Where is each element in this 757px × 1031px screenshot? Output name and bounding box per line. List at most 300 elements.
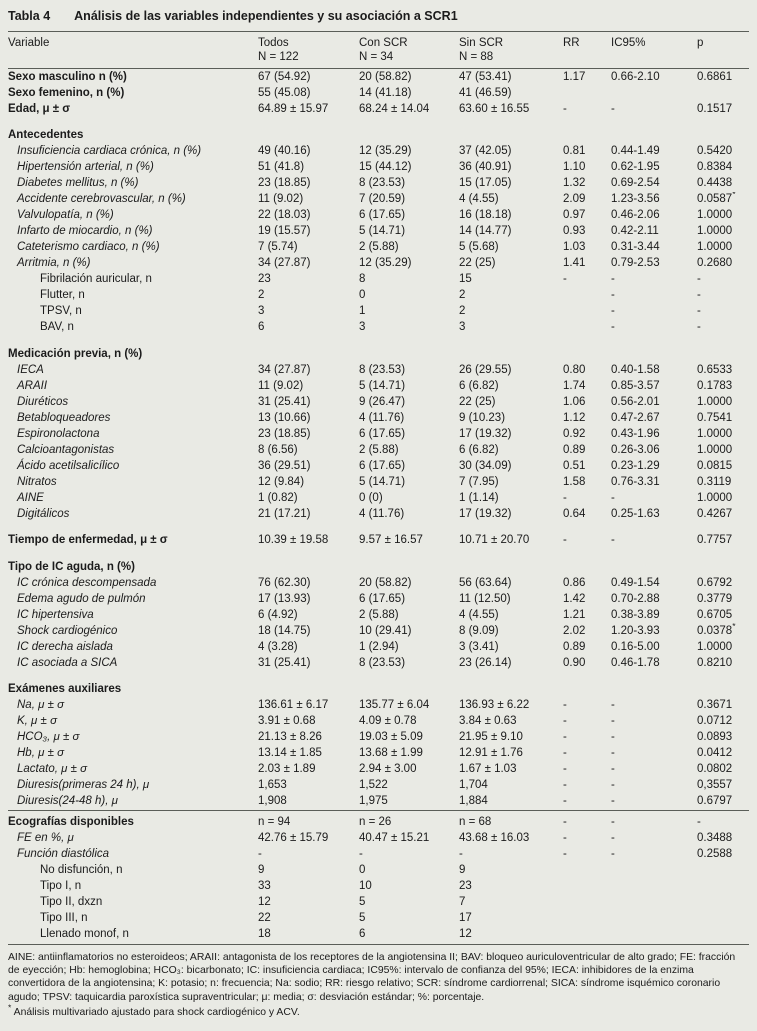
cell: 23 [258,273,271,285]
cell: 10.71 ± 20.70 [459,534,530,546]
cell: 18 (14.75) [258,624,311,637]
cell: 0.43-1.96 [611,427,660,440]
table-row [8,474,749,490]
cell: - [611,321,615,333]
cell: 1,704 [459,779,488,791]
cell [258,549,359,576]
cell: 6 (17.65) [359,209,406,221]
cell: 56 (63.64) [459,576,512,589]
cell: - [611,273,615,285]
cell [359,117,459,144]
cell: 4 (11.76) [359,507,405,520]
cell: - [611,795,615,807]
cell: 4 (4.55) [459,608,499,621]
cell: 1.74 [563,379,586,392]
cell: 0.56-2.01 [611,395,660,408]
cell: - [359,847,363,860]
cell: - [611,831,615,844]
row-label: Hb, μ ± σ [17,747,65,759]
row-label: Diuréticos [17,395,69,408]
table-row [8,655,749,671]
cell: 17 [459,911,472,924]
section-row [8,671,749,698]
row-label: Sexo femenino, n (%) [8,86,125,99]
cell: 7 (5.74) [258,241,298,253]
row-label: Tipo de IC aguda, n (%) [8,560,135,573]
cell: 1.41 [563,257,586,269]
cell: 6 [258,321,265,333]
cell: - [697,273,701,285]
cell: 4 (3.28) [258,640,298,653]
cell: 2.09 [563,193,586,205]
cell: 0.8210 [697,656,733,669]
cell: 21.95 ± 9.10 [459,731,523,743]
cell: 14 (14.77) [459,225,512,237]
column-subheader: N = 34 [359,50,394,63]
cell: 14 (41.18) [359,86,412,99]
cell: 0.0412 [697,747,733,759]
cell: 31 (25.41) [258,395,311,408]
cell: 0.2680 [697,257,733,269]
row-label: Tipo II, dxzn [40,895,103,908]
cell: 2 (5.88) [359,608,399,621]
table-row [8,240,749,256]
cell: 16 (18.18) [459,209,512,221]
cell [563,926,611,942]
cell: 26 (29.55) [459,363,512,376]
cell [697,336,749,363]
cell: n = 68 [459,810,563,830]
cell: 5 (14.71) [359,475,406,488]
cell: 13 (10.66) [258,411,311,424]
cell: - [563,847,567,860]
cell: - [697,321,701,333]
row-label: IC asociada a SICA [17,656,118,669]
cell: - [563,273,567,285]
table-row [8,862,749,878]
column-label: p [697,37,704,49]
cell: 12 [258,895,271,908]
row-label: Fibrilación auricular, n [40,273,152,285]
cell: - [697,305,701,317]
cell: 6 (6.82) [459,379,499,392]
table-title: Análisis de las variables independientes y su asociación a SCR1 [74,9,458,23]
cell: 0.31-3.44 [611,241,660,253]
row-label: BAV, n [40,321,74,333]
cell: - [563,699,567,711]
cell: 2.03 ± 1.89 [258,763,316,775]
cell: - [611,289,615,301]
cell: 0.85-3.57 [611,379,660,392]
row-label: Medicación previa, n (%) [8,347,143,360]
cell: 6 (6.82) [459,443,499,456]
cell: 55 (45.08) [258,86,311,99]
cell [611,926,697,942]
cell: 0.4267 [697,507,733,520]
cell [697,549,749,576]
cell [563,288,611,304]
row-label: Hipertensión arterial, n (%) [17,161,154,173]
cell: 1 (1.14) [459,491,499,504]
cell [697,910,749,926]
table-header [8,32,749,69]
cell: 3 [359,321,366,333]
cell [459,671,563,698]
cell [563,117,611,144]
row-label: Edema agudo de pulmón [17,592,146,605]
cell: 3.91 ± 0.68 [258,715,316,727]
cell: 11 (9.02) [258,193,304,205]
cell: 1.0000 [697,443,733,456]
cell: 40.47 ± 15.21 [359,831,430,844]
row-label: Nitratos [17,475,57,488]
cell [611,336,697,363]
cell: 17 (19.32) [459,507,512,520]
table-row [8,575,749,591]
cell: 0.6797 [697,795,733,807]
cell: 9.57 ± 16.57 [359,534,423,546]
cell: 0.0815 [697,459,733,472]
cell: 43.68 ± 16.03 [459,831,530,844]
cell: 0.49-1.54 [611,576,660,589]
cell: 1.42 [563,592,586,605]
cell: 0.64 [563,507,586,520]
table-row [8,623,749,639]
cell [258,671,359,698]
table-row [8,591,749,607]
column-label: RR [563,37,580,49]
cell: 1.0000 [697,395,733,408]
table-row [8,160,749,176]
table-row [8,176,749,192]
cell: 20 (58.82) [359,576,412,589]
cell [563,549,611,576]
cell: 0.7757 [697,534,733,546]
cell: 22 (25) [459,395,496,408]
cell [697,894,749,910]
cell: 0.69-2.54 [611,177,660,189]
cell: 21 (17.21) [258,507,311,520]
cell: 0.79-2.53 [611,257,660,269]
footnote-marker: * [732,191,736,200]
cell: - [258,847,262,860]
cell: 4.09 ± 0.78 [359,715,417,727]
cell: - [563,102,567,115]
footnotes [8,945,749,1019]
cell: 20 (58.82) [359,70,412,83]
cell: 1.58 [563,475,586,488]
cell: 0 [359,863,366,876]
cell: 12 (35.29) [359,145,412,157]
cell: 6 [359,927,366,940]
cell: 19 (15.57) [258,225,311,237]
cell: 22 (25) [459,257,496,269]
cell: 4 (4.55) [459,193,499,205]
cell [563,910,611,926]
table-row [8,830,749,846]
row-label: FE en %, μ [17,831,74,844]
asterisk-note-text: Análisis multivariado ajustado para shock cardiogénico y ACV. [13,1006,300,1018]
cell: - [563,779,567,791]
cell: 8 (6.56) [258,443,298,456]
cell: 1,653 [258,779,287,791]
row-label: Ecografías disponibles [8,810,258,830]
cell [697,85,749,101]
cell: 0.3119 [697,475,732,488]
cell: 6 (17.65) [359,459,406,472]
section-row [8,549,749,576]
cell: 7 (7.95) [459,475,499,488]
row-label: IC derecha aislada [17,640,113,653]
cell [563,304,611,320]
cell: - [563,763,567,775]
cell [459,117,563,144]
cell: 15 (17.05) [459,177,512,189]
cell: 8 (23.53) [359,363,406,376]
cell: 9 [459,863,466,876]
row-label: IC hipertensiva [17,608,94,621]
row-label: Función diastólica [17,847,110,860]
row-label: Diabetes mellitus, n (%) [17,177,139,189]
header-row [8,32,749,69]
cell: 1.17 [563,70,586,83]
cell: 0.26-3.06 [611,443,660,456]
row-label: Insuficiencia cardiaca crónica, n (%) [17,145,202,157]
table-caption [8,5,749,31]
cell: 17 (19.32) [459,427,512,440]
cell [563,894,611,910]
cell: 22 [258,911,271,924]
cell: 36 (40.91) [459,161,512,173]
cell: 9 (26.47) [359,395,406,408]
cell: 0.93 [563,225,586,237]
cell [611,878,697,894]
cell: 0.0802 [697,763,733,775]
cell: - [611,847,615,860]
column-header-sin-scr [459,32,563,69]
row-label: K, μ ± σ [17,715,57,727]
cell [359,336,459,363]
cell [563,336,611,363]
table-row [8,224,749,240]
asterisk-marker: * [8,1002,12,1013]
cell: 0.3779 [697,592,733,605]
cell: 1.0000 [697,209,733,221]
row-label: Cateterismo cardiaco, n (%) [17,241,160,253]
table-row [8,85,749,101]
cell: 12 (35.29) [359,257,412,269]
row-label: HCO₃, μ ± σ [17,731,80,743]
cell: 1.0000 [697,225,733,237]
cell [359,671,459,698]
cell [697,878,749,894]
cell: 0.80 [563,363,586,376]
table-row [8,607,749,623]
cell: 2 (5.88) [359,241,399,253]
row-label: Llenado monof, n [40,927,129,940]
cell: 0.3671 [697,699,733,711]
cell: 12.91 ± 1.76 [459,747,523,759]
cell: 0.0893 [697,731,733,743]
cell: 64.89 ± 15.97 [258,102,329,115]
cell: 9 [258,863,265,876]
table-row [8,894,749,910]
cell [611,117,697,144]
cell: 17 (13.93) [258,592,311,605]
cell: 0.6861 [697,70,733,83]
cell: 0 (0) [359,491,383,504]
cell: 0.6533 [697,363,733,376]
cell: 3 (3.41) [459,640,499,653]
column-header-variable [8,32,258,69]
row-label: IECA [17,363,44,376]
cell: - [611,534,615,546]
table-row [8,208,749,224]
cell: 47 (53.41) [459,70,512,83]
cell: 0.51 [563,459,586,472]
cell: - [563,795,567,807]
cell: 1 (2.94) [359,640,399,653]
cell: 19.03 ± 5.09 [359,731,423,743]
abbreviations-note: AINE: antiinflamatorios no esteroideos; ARAII: antagonista de los receptores de la angiotensina II; BAV: bloqueo auriculoventricular de alto grado; FE: fracción de eyección; Hb: hemoglobina; HCO₃: bicarbonato; IC: insuficiencia cardiaca; IC95%: intervalo de confianza del 95%; IECA: inhibidores de la enzima convertidora de la angiotensina; K: potasio; n: frecuencia; Na: sodio; RR: riesgo relativo; SCR: síndrome cardiorrenal; SICA: síndrome isquémico coronario agudo; TPSV: taquicardia paroxística supraventricular; μ: media; σ: desviación estándar; %: porcentaje. [8,952,736,1003]
cell: 0.8384 [697,161,733,173]
cell: 23 (26.14) [459,656,512,669]
cell: 5 (14.71) [359,225,406,237]
column-subheader: N = 122 [258,50,299,63]
row-label: Lactato, μ ± σ [17,763,88,775]
table-row [8,394,749,410]
cell [611,549,697,576]
cell: 11 (12.50) [459,592,511,605]
cell: 51 (41.8) [258,161,305,173]
cell: 1 [359,305,366,317]
table-row [8,762,749,778]
cell [611,671,697,698]
cell: 5 (14.71) [359,379,406,392]
cell: 18 [258,927,271,940]
cell [697,117,749,144]
cell: - [611,715,615,727]
row-label: Exámenes auxiliares [8,683,122,695]
row-label: Accidente cerebrovascular, n (%) [17,193,186,205]
cell: - [697,289,701,301]
row-label: Arritmia, n (%) [17,257,91,269]
cell: 0.25-1.63 [611,507,660,520]
table-row [8,304,749,320]
row-label: Edad, μ ± σ [8,102,71,115]
table-row [8,288,749,304]
cell [563,671,611,698]
cell [611,862,697,878]
cell: 41 (46.59) [459,86,512,99]
cell: 0.1517 [697,102,733,115]
column-label: Sin SCR [459,37,504,49]
table-row [8,810,749,830]
cell: 33 [258,879,271,892]
cell: - [611,305,615,317]
cell: 37 (42.05) [459,145,512,157]
cell: 0.40-1.58 [611,363,660,376]
row-label: Calcioantagonistas [17,443,115,456]
row-label: Flutter, n [40,289,85,301]
cell: 13.14 ± 1.85 [258,747,322,759]
cell: 12 (9.84) [258,475,305,488]
cell: 0.81 [563,145,586,157]
cell: 1.0000 [697,640,733,653]
cell [697,862,749,878]
row-label: Diuresis(24-48 h), μ [17,795,118,807]
cell: 36 (29.51) [258,459,311,472]
cell [697,926,749,942]
column-label: Todos [258,37,289,49]
cell: - [459,847,463,860]
cell: 0.76-3.31 [611,475,660,488]
table-label: Tabla 4 [8,9,51,23]
cell: 68.24 ± 14.04 [359,102,430,115]
cell: - [611,810,697,830]
table-row [8,698,749,714]
row-label: TPSV, n [40,305,82,317]
table-row [8,910,749,926]
cell: 15 (44.12) [359,161,412,173]
cell: - [611,731,615,743]
row-label: AINE [17,491,44,504]
table-body [8,69,749,943]
table-row [8,506,749,522]
cell: 10.39 ± 19.58 [258,534,329,546]
cell: - [697,810,749,830]
cell: 6 (17.65) [359,592,406,605]
cell: 0.89 [563,640,586,653]
section-row [8,117,749,144]
column-label: Variable [8,37,50,49]
cell: n = 94 [258,810,359,830]
table-row [8,272,749,288]
column-header-rr [563,32,611,69]
cell: 0.23-1.29 [611,459,660,472]
cell: 2 [258,289,265,301]
cell: 23 [459,879,472,892]
cell: - [563,747,567,759]
cell: - [611,747,615,759]
cell [459,549,563,576]
cell: - [611,763,615,775]
cell: 7 (20.59) [359,193,406,205]
cell: 0.0712 [697,715,733,727]
cell: 8 [359,273,366,285]
cell: 0.6705 [697,608,733,621]
cell: - [563,810,611,830]
cell: 31 (25.41) [258,656,311,669]
cell [258,336,359,363]
cell: 136.61 ± 6.17 [258,699,329,711]
cell: 0.66-2.10 [611,70,660,83]
footnote-marker: * [732,623,736,631]
row-label: Sexo masculino n (%) [8,70,127,83]
cell: 3 [258,305,265,317]
cell: 6 (4.92) [258,608,298,621]
table-row [8,192,749,208]
table-row [8,442,749,458]
cell: 22 (18.03) [258,209,311,221]
row-label: Digitálicos [17,507,70,520]
cell: 0.0378* [697,623,749,639]
table-row [8,846,749,862]
cell: 1.0000 [697,241,733,253]
cell: 1.0000 [697,427,733,440]
cell: - [563,715,567,727]
cell: 0.62-1.95 [611,161,660,173]
